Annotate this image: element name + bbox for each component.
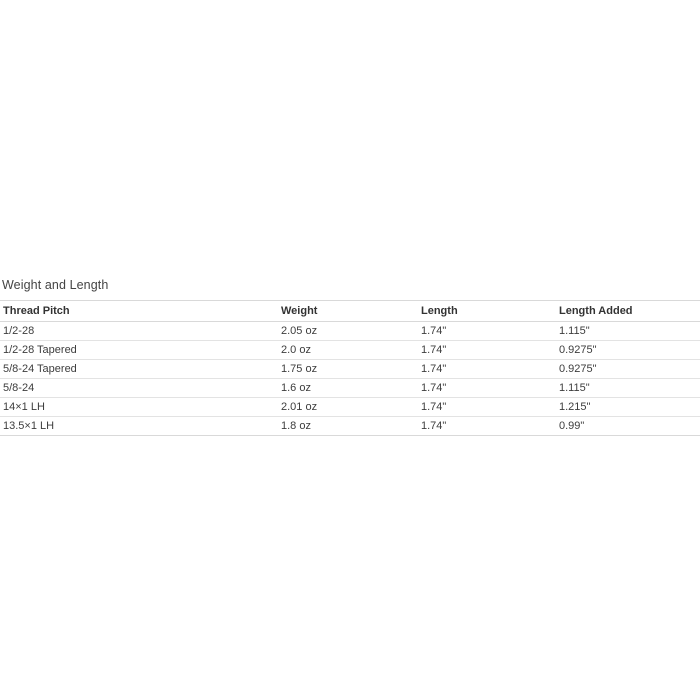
- cell-length-added: 1.115": [556, 322, 700, 341]
- column-header-length: Length: [418, 301, 556, 322]
- cell-thread-pitch: 1/2-28: [0, 322, 278, 341]
- section-title: Weight and Length: [2, 278, 109, 292]
- cell-thread-pitch: 5/8-24: [0, 379, 278, 398]
- table-header-row: [0, 301, 700, 322]
- cell-length: 1.74": [418, 379, 556, 398]
- cell-weight: 2.0 oz: [278, 341, 418, 360]
- table-row: [0, 360, 700, 379]
- cell-weight: 2.01 oz: [278, 398, 418, 417]
- cell-weight: 1.6 oz: [278, 379, 418, 398]
- column-header-length-added: Length Added: [556, 301, 700, 322]
- table-row: [0, 379, 700, 398]
- column-header-thread-pitch: Thread Pitch: [0, 301, 278, 322]
- table-row: [0, 341, 700, 360]
- cell-length-added: 0.99": [556, 417, 700, 436]
- cell-length: 1.74": [418, 341, 556, 360]
- cell-thread-pitch: 1/2-28 Tapered: [0, 341, 278, 360]
- cell-length: 1.74": [418, 360, 556, 379]
- table-row: [0, 398, 700, 417]
- cell-length: 1.74": [418, 398, 556, 417]
- cell-length: 1.74": [418, 322, 556, 341]
- cell-weight: 2.05 oz: [278, 322, 418, 341]
- cell-length-added: 1.215": [556, 398, 700, 417]
- cell-length-added: 0.9275": [556, 360, 700, 379]
- weight-and-length-section: [0, 278, 700, 436]
- table-row: [0, 417, 700, 436]
- cell-weight: 1.75 oz: [278, 360, 418, 379]
- cell-weight: 1.8 oz: [278, 417, 418, 436]
- table-row: [0, 322, 700, 341]
- table-header: [0, 301, 700, 322]
- weight-and-length-table: [0, 300, 700, 436]
- cell-thread-pitch: 13.5×1 LH: [0, 417, 278, 436]
- cell-length: 1.74": [418, 417, 556, 436]
- cell-thread-pitch: 14×1 LH: [0, 398, 278, 417]
- cell-thread-pitch: 5/8-24 Tapered: [0, 360, 278, 379]
- cell-length-added: 0.9275": [556, 341, 700, 360]
- column-header-weight: Weight: [278, 301, 418, 322]
- table-body: [0, 322, 700, 436]
- cell-length-added: 1.115": [556, 379, 700, 398]
